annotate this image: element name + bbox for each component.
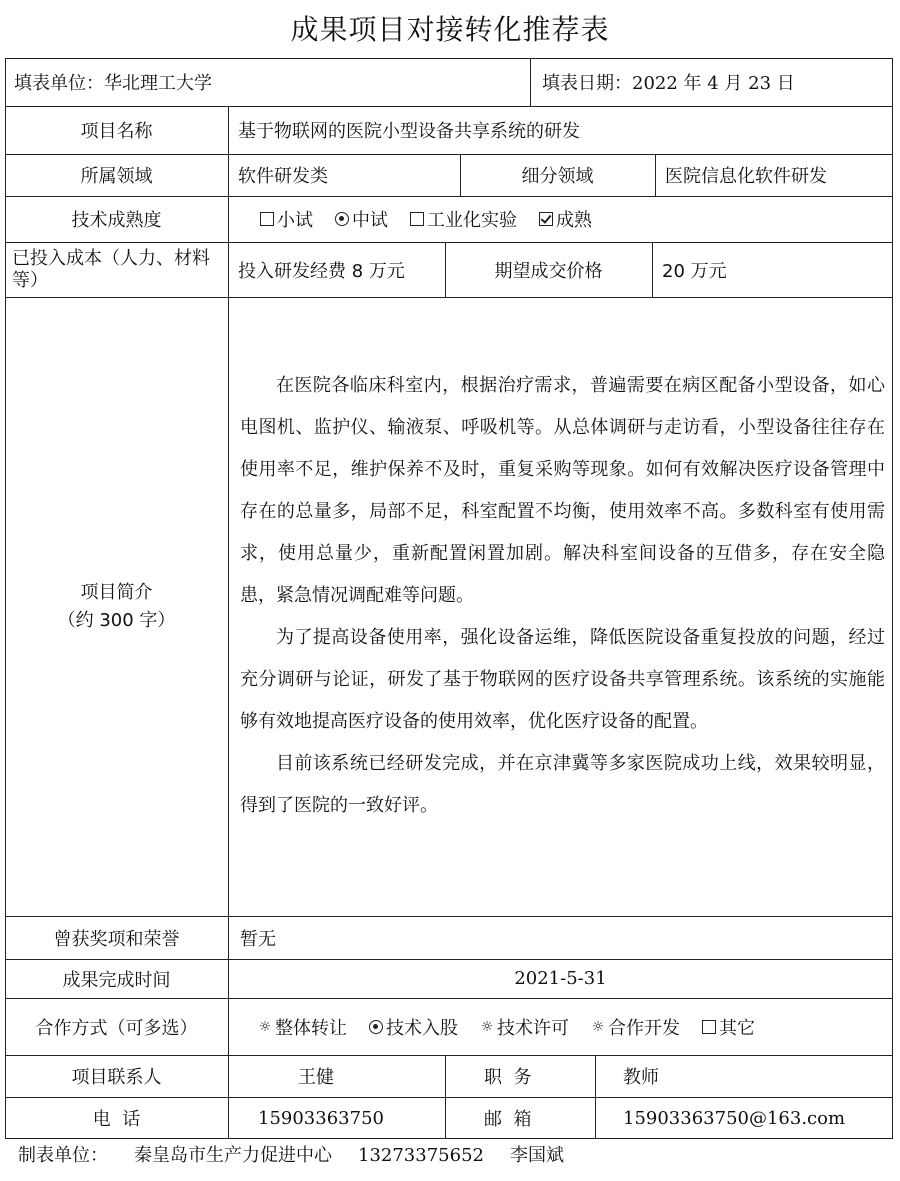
empty-checkbox-icon [410,212,424,226]
maturity-option-label: 小试 [277,210,313,231]
maturity-option-mature[interactable] [539,206,592,232]
footer-label: 制表单位： [18,1145,108,1166]
cooperation-option-label: 整体转让 [275,1017,347,1039]
intro-label [5,297,228,916]
cooperation-options [258,998,888,1055]
maturity-label: 技术成熟度 [71,210,162,231]
job-title-value: 教师 [623,1067,659,1088]
project-name-value: 基于物联网的医院小型设备共享系统的研发 [238,121,580,142]
empty-checkbox-icon [260,212,274,226]
intro-paragraph: 为了提高设备使用率，强化设备运维，降低医院设备重复投放的问题，经过充分调研与论证，研发了基于物联网的医疗设备共享管理系统。该系统的实施能够有效地提高医疗设备的使用效率，优化医疗设备的配置。 [240,627,885,732]
footer-person: 李国斌 [509,1145,564,1166]
awards-value: 暂无 [240,928,276,950]
completion-label: 成果完成时间 [62,969,171,991]
fill-date [542,58,887,106]
maturity-option-label: 工业化实验 [427,210,517,231]
email-value: 15903363750@163.com [623,1107,846,1129]
project-name-label: 项目名称 [80,121,153,142]
phone-label: 电 话 [92,1109,141,1130]
cooperation-option-license[interactable] [480,1014,569,1040]
contact-value: 王健 [298,1067,334,1088]
cost-value: 投入研发经费 8 万元 [238,260,405,282]
contact-label: 项目联系人 [71,1067,162,1088]
completion-value: 2021-5-31 [514,968,607,989]
sub-field-label: 细分领域 [521,166,594,187]
cooperation-option-label: 其它 [719,1017,755,1039]
sub-field-value: 医院信息化软件研发 [665,166,827,187]
footer-org: 秦皇岛市生产力促进中心 [134,1145,332,1166]
cooperation-option-joint-dev[interactable] [591,1014,680,1040]
sun-icon: ☼ [480,1018,494,1035]
intro-paragraph: 目前该系统已经研发完成，并在京津冀等多家医院成功上线，效果较明显，得到了医院的一致好评。 [240,753,885,816]
fill-unit-label: 填表单位： [14,73,104,94]
cost-label [12,242,226,297]
expected-price-label: 期望成交价格 [494,260,603,282]
cooperation-option-label: 技术许可 [497,1017,569,1039]
intro-body [240,297,885,916]
cooperation-option-label: 技术入股 [386,1017,458,1039]
fill-date-label: 填表日期： [542,73,632,94]
cost-label-line2: 等） [12,269,48,291]
maturity-option-pilot-small[interactable] [260,206,313,232]
fill-date-value: 2022 年 4 月 23 日 [632,73,795,94]
checked-checkbox-icon [539,212,553,226]
maturity-option-pilot-medium[interactable] [335,206,388,232]
intro-label-line2: （约 300 字） [57,609,176,631]
cooperation-label: 合作方式（可多选） [35,1017,198,1039]
maturity-options [260,196,880,242]
form-title: 成果项目对接转化推荐表 [290,13,610,46]
field-value: 软件研发类 [238,166,328,187]
awards-label: 曾获奖项和荣誉 [53,928,180,950]
fill-unit-value: 华北理工大学 [104,73,212,94]
cooperation-option-transfer[interactable] [258,1014,347,1040]
cost-label-line1: 已投入成本（人力、材料 [12,247,210,269]
maturity-option-industrial[interactable] [410,206,517,232]
filled-radio-icon [335,212,349,226]
email-label: 邮 箱 [484,1109,532,1130]
cooperation-option-equity[interactable] [369,1014,458,1040]
cooperation-option-label: 合作开发 [608,1017,680,1039]
footer-phone: 13273375652 [358,1145,484,1166]
sun-icon: ☼ [591,1018,605,1035]
filled-radio-icon [369,1020,383,1034]
maturity-option-label: 成熟 [556,210,592,231]
job-title-label: 职 务 [484,1067,532,1088]
intro-paragraph: 在医院各临床科室内，根据治疗需求，普遍需要在病区配备小型设备，如心电图机、监护仪、输液泵、呼吸机等。从总体调研与走访看，小型设备往往存在使用率不足，维护保养不及时，重复采购等现象。如何有效解决医疗设备管理中存在的总量多，局部不足，科室配置不均衡，使用效率不高。多数科室有使用需求，使用总量少，重新配置闲置加剧。解决科室间设备的互借多，存在安全隐患，紧急情况调配难等问题。 [240,375,885,606]
empty-checkbox-icon [702,1020,716,1034]
intro-label-line1: 项目简介 [80,581,153,603]
fill-unit [14,58,524,106]
field-label: 所属领域 [80,166,153,187]
expected-price-value: 20 万元 [662,260,727,282]
footer [18,1141,590,1167]
phone-value: 15903363750 [258,1107,384,1129]
maturity-option-label: 中试 [352,210,388,231]
sun-icon: ☼ [258,1018,272,1035]
cooperation-option-other[interactable] [702,1014,755,1040]
